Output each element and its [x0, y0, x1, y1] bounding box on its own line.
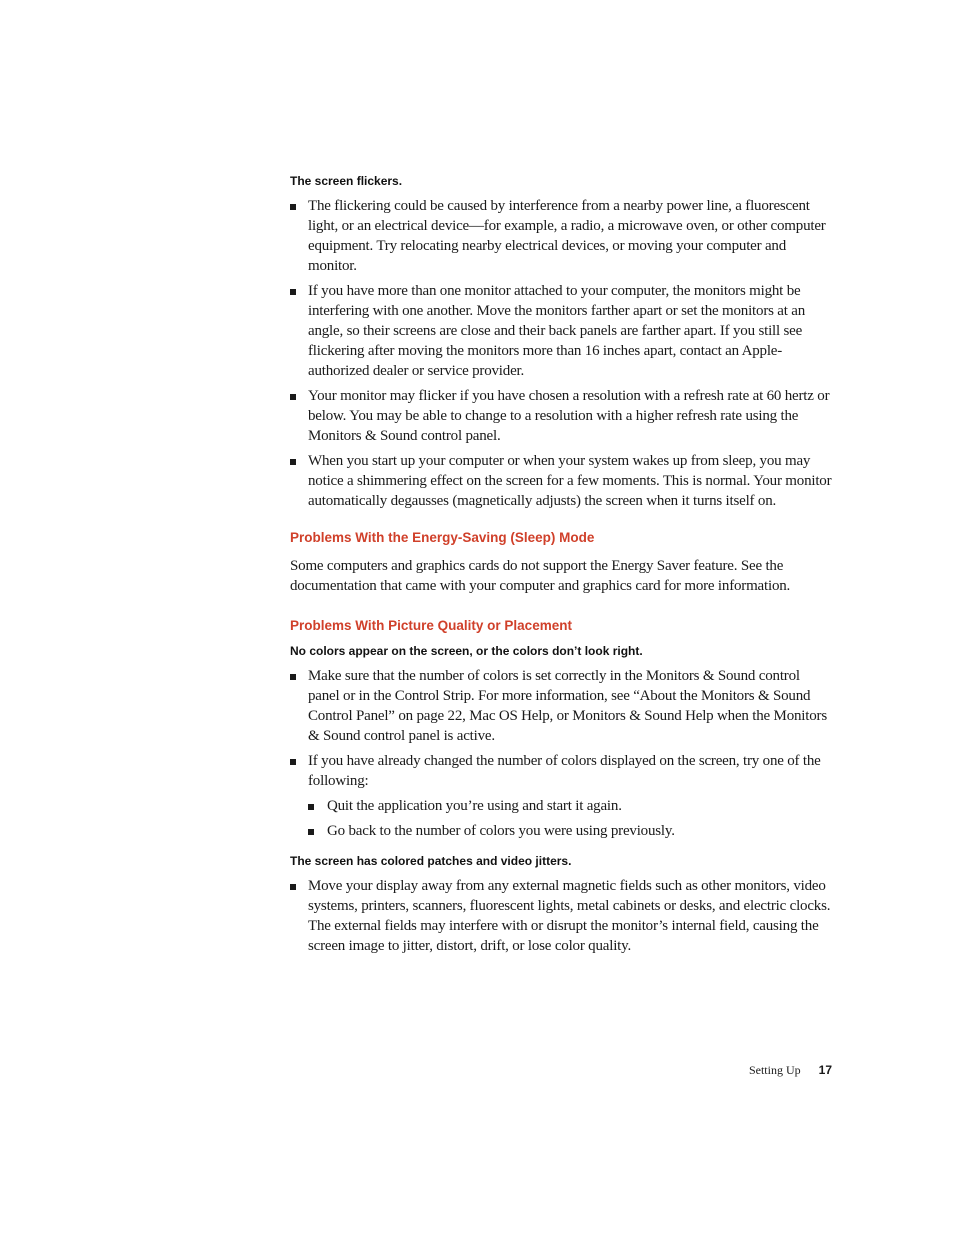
colors-sub-bullet-list [308, 796, 834, 841]
list-item-text: Make sure that the number of colors is set correctly in the Monitors & Sound control panel or in the Control Strip. For more information, see “About the Monitors & Sound Control Panel” on page 22, Mac OS Help, or Monitors & Sound Help when the Monitors & Sound control panel is active. [308, 668, 827, 744]
footer-section-name: Setting Up [748, 1063, 801, 1077]
subheading-screen-flickers: The screen flickers. [290, 174, 403, 188]
sub-list-item [308, 821, 834, 841]
square-bullet-icon [290, 394, 296, 400]
list-item [290, 196, 834, 276]
sleep-mode-paragraph: Some computers and graphics cards do not support the Energy Saver feature. See the documentation that came with your computer and graphics card for more information. [290, 558, 791, 594]
list-item [290, 751, 834, 841]
sub-list-item-text: Quit the application you’re using and start it again. [327, 798, 622, 814]
page-number: 17 [818, 1063, 832, 1077]
sub-list-item [308, 796, 834, 816]
list-item [290, 451, 834, 511]
square-bullet-icon [290, 759, 296, 765]
square-bullet-icon [290, 674, 296, 680]
list-item-text: The flickering could be caused by interference from a nearby power line, a fluorescent light, or an electrical device—for example, a radio, a microwave oven, or other computer equipment. Try relocating nearby electrical devices, or moving your computer and monitor. [308, 198, 826, 274]
list-item-text: If you have already changed the number of colors displayed on the screen, try one of the following: [308, 753, 821, 789]
square-bullet-icon [290, 884, 296, 890]
list-item [290, 386, 834, 446]
flicker-bullet-list [290, 196, 834, 511]
list-item-text: When you start up your computer or when your system wakes up from sleep, you may notice a shimmering effect on the screen for a few moments. This is normal. Your monitor automatically degausses (magnetically adjusts) the screen when it turns itself on. [308, 453, 832, 509]
page-footer [749, 1063, 832, 1078]
square-bullet-icon [290, 204, 296, 210]
section-heading-sleep-mode: Problems With the Energy-Saving (Sleep) Mode [290, 530, 595, 545]
subheading-colored-patches: The screen has colored patches and video jitters. [290, 854, 572, 868]
square-bullet-icon [308, 829, 314, 835]
list-item [290, 666, 834, 746]
page-content [290, 170, 834, 961]
list-item-text: If you have more than one monitor attached to your computer, the monitors might be interfering with one another. Move the monitors farther apart or set the monitors at an angle, so their screens are close and their back panels are farther apart. If you still see flickering after moving the monitors more than 16 inches apart, contact an Apple-authorized dealer or service provider. [308, 283, 806, 379]
square-bullet-icon [290, 289, 296, 295]
square-bullet-icon [290, 459, 296, 465]
jitter-bullet-list [290, 876, 834, 956]
subheading-no-colors: No colors appear on the screen, or the colors don’t look right. [290, 644, 643, 658]
square-bullet-icon [308, 804, 314, 810]
colors-bullet-list [290, 666, 834, 841]
section-heading-picture-quality: Problems With Picture Quality or Placement [290, 618, 572, 633]
list-item-text: Your monitor may flicker if you have chosen a resolution with a refresh rate at 60 hertz or below. You may be able to change to a resolution with a higher refresh rate using the Monitors & Sound control panel. [308, 388, 830, 444]
list-item [290, 876, 834, 956]
list-item [290, 281, 834, 381]
sub-list-item-text: Go back to the number of colors you were using previously. [327, 823, 675, 839]
list-item-text: Move your display away from any external magnetic fields such as other monitors, video systems, printers, scanners, fluorescent lights, metal cabinets or desks, and electric clocks. The external fields may interfere with or disrupt the monitor’s internal field, causing the screen image to jitter, distort, drift, or lose color quality. [308, 878, 831, 954]
